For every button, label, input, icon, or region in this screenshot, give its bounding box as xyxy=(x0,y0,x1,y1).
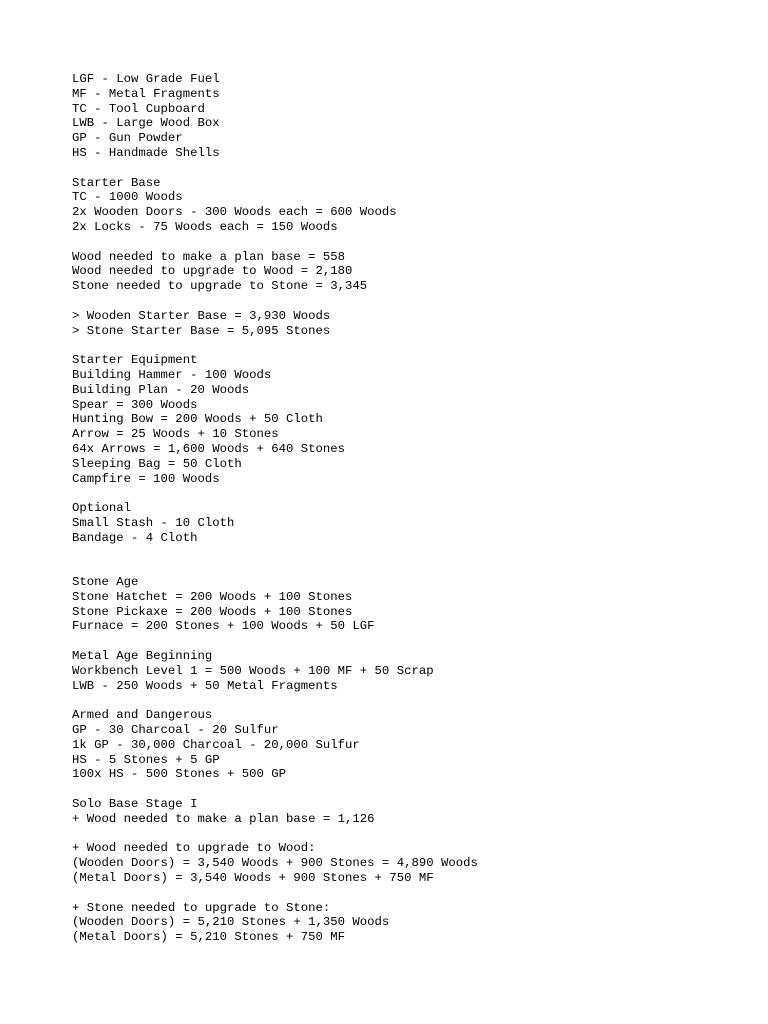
text-line: 64x Arrows = 1,600 Woods + 640 Stones xyxy=(72,441,346,456)
text-line: + Stone needed to upgrade to Stone: xyxy=(72,900,331,915)
text-line: 2x Wooden Doors - 300 Woods each = 600 Woods xyxy=(72,205,397,220)
section-heading: Starter Base xyxy=(72,175,161,190)
text-line: > Wooden Starter Base = 3,930 Woods xyxy=(72,308,331,323)
abbreviations-section xyxy=(72,72,752,161)
text-line: Stone Hatchet = 200 Woods + 100 Stones xyxy=(72,589,353,604)
stone-age-section xyxy=(72,575,752,634)
metal-age-section xyxy=(72,649,752,693)
section-heading: Solo Base Stage I xyxy=(72,797,198,812)
text-line: Small Stash - 10 Cloth xyxy=(72,515,235,530)
text-line: TC - 1000 Woods xyxy=(72,190,183,205)
text-line: GP - Gun Powder xyxy=(72,131,183,146)
text-line: (Wooden Doors) = 5,210 Stones + 1,350 Woods xyxy=(72,915,390,930)
text-line: HS - 5 Stones + 5 GP xyxy=(72,752,220,767)
text-line: Campfire = 100 Woods xyxy=(72,471,220,486)
wood-upgrade-section xyxy=(72,841,752,885)
section-heading: Metal Age Beginning xyxy=(72,649,213,664)
text-line: Spear = 300 Woods xyxy=(72,397,198,412)
section-heading: Stone Age xyxy=(72,575,139,590)
text-line: (Metal Doors) = 5,210 Stones + 750 MF xyxy=(72,930,346,945)
text-line: TC - Tool Cupboard xyxy=(72,101,205,116)
text-line: 2x Locks - 75 Woods each = 150 Woods xyxy=(72,219,338,234)
text-line: 100x HS - 500 Stones + 500 GP xyxy=(72,767,287,782)
text-line: Stone needed to upgrade to Stone = 3,345 xyxy=(72,279,368,294)
text-line: + Wood needed to upgrade to Wood: xyxy=(72,841,316,856)
text-line: LGF - Low Grade Fuel xyxy=(72,72,220,86)
text-line: Sleeping Bag = 50 Cloth xyxy=(72,456,242,471)
text-line: GP - 30 Charcoal - 20 Sulfur xyxy=(72,723,279,738)
stone-upgrade-section xyxy=(72,901,752,945)
text-line: (Wooden Doors) = 3,540 Woods + 900 Stones = 4,890 Woods xyxy=(72,856,478,871)
text-line: Stone Pickaxe = 200 Woods + 100 Stones xyxy=(72,604,353,619)
text-line: LWB - Large Wood Box xyxy=(72,116,220,131)
starter-base-totals-section xyxy=(72,309,752,339)
text-line: Wood needed to upgrade to Wood = 2,180 xyxy=(72,264,353,279)
text-line: LWB - 250 Woods + 50 Metal Fragments xyxy=(72,678,338,693)
text-line: Building Hammer - 100 Woods xyxy=(72,367,272,382)
armed-and-dangerous-section xyxy=(72,708,752,782)
text-line: Building Plan - 20 Woods xyxy=(72,382,250,397)
text-line: Workbench Level 1 = 500 Woods + 100 MF + 50 Scrap xyxy=(72,663,434,678)
document-page xyxy=(72,72,752,960)
section-heading: Armed and Dangerous xyxy=(72,708,213,723)
text-line: Wood needed to make a plan base = 558 xyxy=(72,249,346,264)
text-line: Arrow = 25 Woods + 10 Stones xyxy=(72,427,279,442)
section-heading: Starter Equipment xyxy=(72,353,198,368)
starter-base-section xyxy=(72,176,752,235)
wood-needed-section xyxy=(72,250,752,294)
text-line: (Metal Doors) = 3,540 Woods + 900 Stones + 750 MF xyxy=(72,871,434,886)
text-line: 1k GP - 30,000 Charcoal - 20,000 Sulfur xyxy=(72,737,360,752)
starter-equipment-section xyxy=(72,353,752,486)
text-line: MF - Metal Fragments xyxy=(72,86,220,101)
text-line: Furnace = 200 Stones + 100 Woods + 50 LGF xyxy=(72,619,375,634)
text-line: + Wood needed to make a plan base = 1,126 xyxy=(72,811,375,826)
text-line: > Stone Starter Base = 5,095 Stones xyxy=(72,323,331,338)
text-line: Bandage - 4 Cloth xyxy=(72,530,198,545)
optional-section xyxy=(72,501,752,545)
solo-base-stage-section xyxy=(72,797,752,827)
text-line: Hunting Bow = 200 Woods + 50 Cloth xyxy=(72,412,323,427)
section-heading: Optional xyxy=(72,501,132,516)
text-line: HS - Handmade Shells xyxy=(72,145,220,160)
